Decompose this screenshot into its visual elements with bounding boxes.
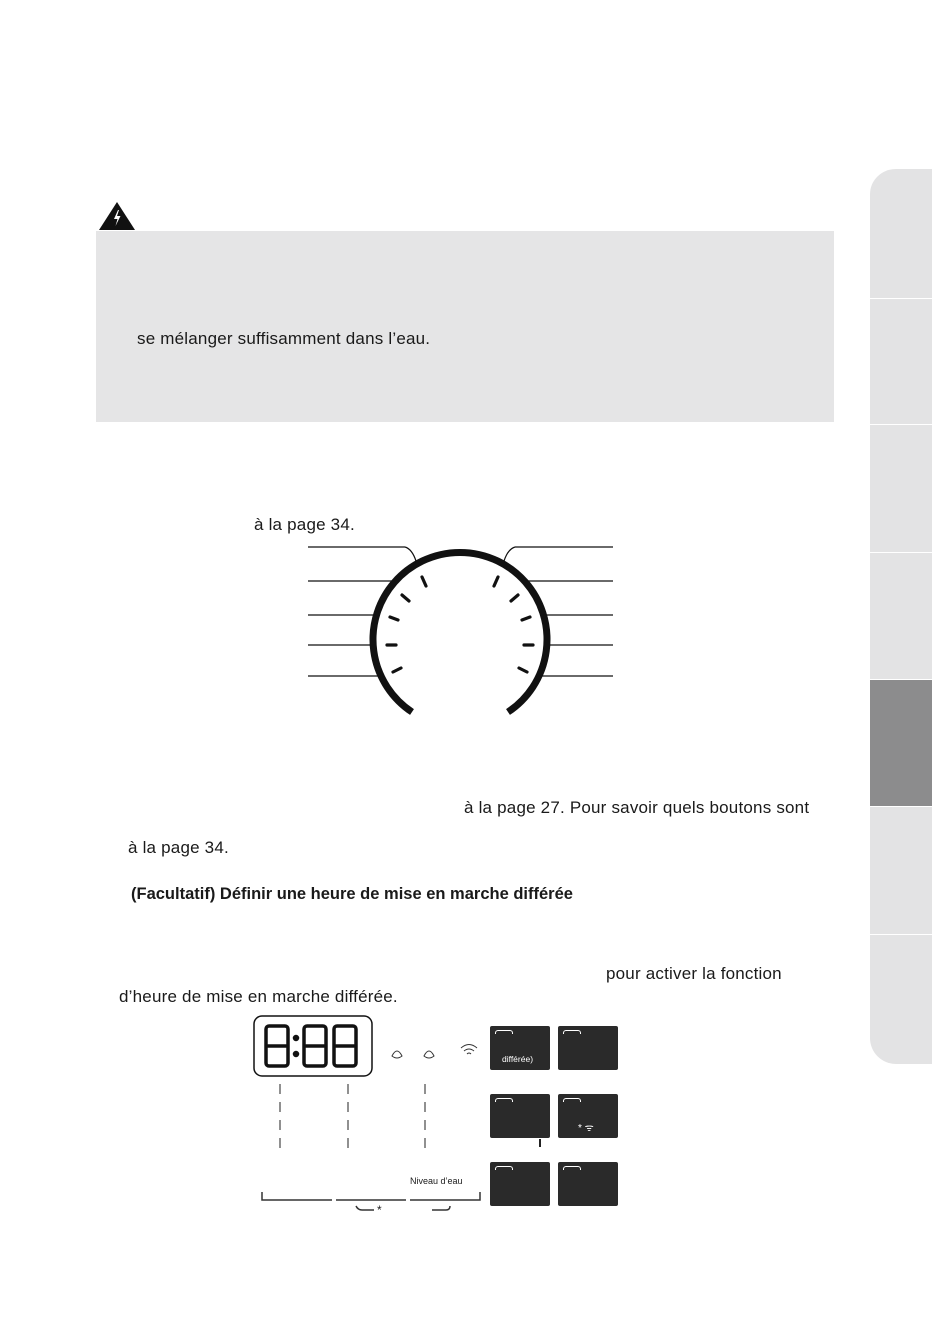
group-bracket — [432, 1206, 450, 1210]
wifi-icon — [461, 1045, 477, 1055]
hand-wash-icon — [392, 1051, 402, 1058]
side-tab-5-active[interactable] — [870, 679, 932, 806]
leader-line — [504, 547, 515, 561]
wifi-button-tile — [558, 1094, 618, 1138]
dial-tick — [519, 668, 527, 672]
group-bracket — [410, 1192, 480, 1200]
group-bracket — [262, 1192, 332, 1200]
instruction-text: pour activer la fonction — [606, 964, 782, 983]
dial-tick — [422, 577, 426, 586]
dial-tick — [494, 577, 498, 586]
snowflake-symbol: * — [377, 1203, 382, 1217]
instruction-text: d’heure de mise en marche différée. — [119, 987, 398, 1006]
dial-tick — [402, 595, 409, 601]
page-reference: à la page 34. — [254, 515, 355, 534]
side-tab-2[interactable] — [870, 298, 932, 424]
electric-warning-icon — [97, 200, 137, 232]
child-lock-icon — [424, 1051, 434, 1058]
section-heading: (Facultatif) Définir une heure de mise en marche différée — [131, 885, 573, 903]
dial-tick — [511, 595, 518, 601]
water-level-label: Niveau d’eau — [410, 1176, 463, 1186]
side-tab-3[interactable] — [870, 424, 932, 552]
button-tile — [558, 1162, 618, 1206]
dial-ring — [373, 552, 547, 712]
dial-tick — [522, 617, 530, 620]
side-tab-4[interactable] — [870, 552, 932, 679]
program-dial-diagram — [300, 535, 620, 720]
tile-label: différée) — [502, 1054, 534, 1064]
button-tile — [558, 1026, 618, 1070]
seven-segment-display — [266, 1026, 356, 1066]
group-bracket — [356, 1206, 374, 1210]
warning-text: se mélanger suffisamment dans l’eau. — [137, 329, 431, 348]
leader-line — [405, 547, 416, 561]
side-tab-1[interactable] — [870, 168, 932, 298]
dial-tick — [393, 668, 401, 672]
side-tab-7[interactable] — [870, 934, 932, 1064]
page-reference: à la page 27. Pour savoir quels boutons sont — [464, 798, 810, 817]
tick-mark — [539, 1139, 541, 1147]
snowflake-wifi-icon: * ᯤ — [578, 1123, 594, 1134]
delay-button-tile — [490, 1026, 550, 1070]
control-panel-diagram — [250, 1010, 500, 1220]
warning-box — [96, 231, 834, 422]
dial-tick — [390, 617, 398, 620]
button-tile — [490, 1162, 550, 1206]
side-tab-6[interactable] — [870, 806, 932, 934]
page-reference: à la page 34. — [128, 838, 229, 857]
button-tile — [490, 1094, 550, 1138]
